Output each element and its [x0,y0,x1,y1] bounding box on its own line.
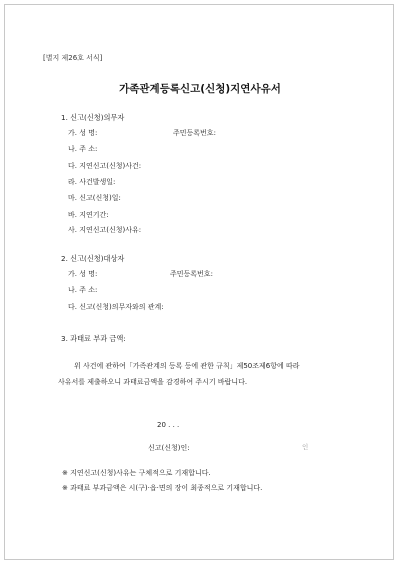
note-2: ※ 과태료 부과금액은 시(구)·읍·면의 장이 최종적으로 기재합니다. [62,484,263,492]
section1-report-date-label: 마. 신고(신청)일: [68,194,121,202]
form-number: [별지 제26호 서식] [43,54,103,62]
statement-line-2: 사유서를 제출하오니 과태료금액을 감경하여 주시기 바랍니다. [58,378,248,386]
section1-event-date-label: 라. 사건발생일: [68,178,116,186]
section2-name-label: 가. 성 명: [68,270,98,278]
section1-event-label: 다. 지연신고(신청)사건: [68,162,142,170]
signer-label: 신고(신청)인: [148,444,190,452]
statement-line-1: 위 사건에 관하여「가족관계의 등록 등에 관한 규칙」제50조제6항에 따라 [74,362,300,370]
section2-heading: 2. 신고(신청)대상자 [61,254,125,263]
section2-rrn-label: 주민등록번호: [170,270,213,278]
note-1: ※ 지연신고(신청)사유는 구체적으로 기재합니다. [62,469,211,477]
section1-name-label: 가. 성 명: [68,129,98,137]
section2-address-label: 나. 주 소: [68,286,98,294]
date-line: 20 . . . [157,421,180,429]
section1-reason-label: 사. 지연신고(신청)사유: [68,226,142,234]
section1-heading: 1. 신고(신청)의무자 [61,113,125,122]
section3-heading: 3. 과태료 부과 금액: [61,334,126,343]
section1-rrn-label: 주민등록번호: [173,129,216,137]
section2-relation-label: 다. 신고(신청)의무자와의 관계: [68,303,164,311]
section1-delay-period-label: 바. 지연기간: [68,211,109,219]
seal-mark: 인 [302,443,309,451]
section1-address-label: 나. 주 소: [68,145,98,153]
document-title: 가족관계등록신고(신청)지연사유서 [119,83,281,95]
